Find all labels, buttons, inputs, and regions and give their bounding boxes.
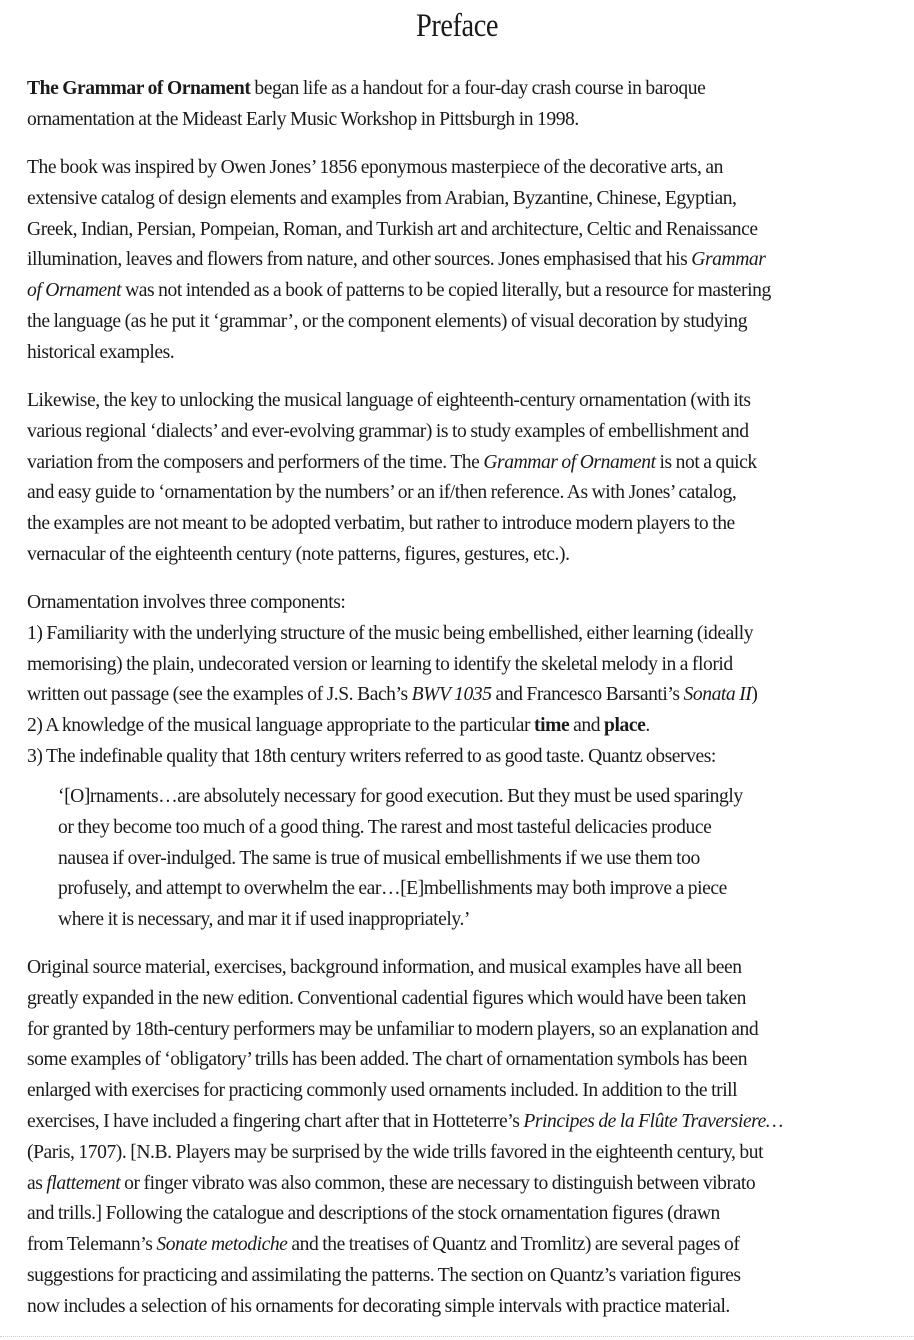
text-line (27, 742, 907, 773)
text-line (27, 1015, 907, 1046)
text-run: for granted by 18th-century performers may be unfamiliar to modern players, so an explanation and (27, 1018, 759, 1040)
text-run: written out passage (see the examples of J.S. Bach’s (27, 684, 412, 706)
text-run: 3) The indefinable quality that 18th century writers referred to as good taste. Quantz observes: (27, 745, 716, 767)
italic-text: Sonata II (683, 684, 752, 706)
text-line (27, 680, 907, 711)
bold-text: place (604, 715, 646, 737)
text-line (27, 1292, 907, 1323)
text-run: some examples of ‘obligatory’ trills has been added. The chart of ornamentation symbols has been (27, 1049, 748, 1071)
text-line (27, 711, 907, 742)
text-line (27, 245, 907, 276)
text-run: illumination, leaves and flowers from nature, and other sources. Jones emphasised that his (27, 249, 692, 271)
text-run: Greek, Indian, Persian, Pompeian, Roman, and Turkish art and architecture, Celtic and Renaissance (27, 218, 758, 240)
text-run: Ornamentation involves three components: (27, 592, 346, 613)
text-run: Original source material, exercises, background information, and musical examples have all been (27, 957, 742, 978)
text-run: now includes a selection of his ornaments for decorating simple intervals with practice material. (27, 1295, 730, 1317)
text-run: Likewise, the key to unlocking the musical language of eighteenth-century ornamentation (with its (27, 390, 751, 411)
text-run: ‘[O]rnaments…are absolutely necessary for good execution. But they must be used sparingly (58, 786, 743, 807)
text-line (27, 307, 907, 338)
italic-text: Principes de la Flûte Traversiere… (523, 1110, 783, 1132)
text-line (27, 540, 907, 571)
text-run: or they become too much of a good thing. The rarest and most tasteful delicacies produce (58, 816, 712, 838)
text-line (27, 650, 907, 681)
text-line (58, 874, 914, 905)
text-run: memorising) the plain, undecorated version or learning to identify the skeletal melody in a florid (27, 653, 733, 675)
text-line (27, 417, 907, 448)
text-run: and (569, 715, 605, 737)
text-line (27, 509, 907, 540)
text-run: and easy guide to ‘ornamentation by the numbers’ or an if/then reference. As with Jones’ catalog, (27, 482, 737, 504)
text-run: nausea if over-indulged. The same is true of musical embellishments if we use them too (58, 847, 700, 869)
text-run: is not a quick (655, 451, 757, 473)
text-run: suggestions for practicing and assimilating the patterns. The section on Quantz’s variation figures (27, 1264, 741, 1286)
text-run: greatly expanded in the new edition. Conventional cadential figures which would have been taken (27, 987, 747, 1009)
text-line (27, 105, 907, 136)
italic-text: Grammar of Ornament (483, 451, 656, 473)
text-line (58, 782, 914, 813)
text-run: was not intended as a book of patterns to be copied literally, but a resource for mastering (121, 280, 771, 302)
italic-text: of Ornament (27, 280, 122, 302)
text-run: various regional ‘dialects’ and ever-evolving grammar) is to study examples of embellishment and (27, 420, 749, 442)
page-title: Preface (415, 8, 499, 44)
text-run: ornamentation at the Mideast Early Music Workshop in Pittsburgh in 1998. (27, 108, 579, 130)
text-line (58, 905, 914, 936)
text-line (27, 153, 907, 184)
text-run: where it is necessary, and mar it if used inappropriately.’ (58, 909, 471, 931)
text-line (27, 1199, 907, 1230)
text-run: . (645, 715, 650, 737)
bold-text: The Grammar of Ornament (27, 78, 251, 99)
text-run: ) (751, 684, 758, 706)
text-run: and the treatises of Quantz and Tromlitz) are several pages of (287, 1234, 740, 1256)
text-line (27, 448, 907, 479)
text-run: began life as a handout for a four-day crash course in baroque (250, 78, 706, 99)
italic-text: Sonate metodiche (156, 1234, 288, 1256)
text-line (27, 984, 907, 1015)
text-line (27, 184, 907, 215)
text-run: 2) A knowledge of the musical language appropriate to the particular (27, 715, 534, 737)
text-run: and Francesco Barsanti’s (491, 684, 684, 706)
text-line (27, 386, 907, 417)
text-run: enlarged with exercises for practicing commonly used ornaments included. In addition to the trill (27, 1080, 738, 1102)
text-run: the examples are not meant to be adopted verbatim, but rather to introduce modern players to the (27, 513, 735, 535)
text-run: (Paris, 1707). [N.B. Players may be surprised by the wide trills favored in the eighteenth century, but (27, 1141, 764, 1163)
paragraph-components (27, 588, 907, 773)
paragraph-new-edition (27, 953, 907, 1323)
block-quote-quantz (58, 782, 914, 936)
text-line (27, 1138, 907, 1169)
text-run: and trills.] Following the catalogue and descriptions of the stock ornamentation figures (drawn (27, 1203, 720, 1225)
text-line (27, 478, 907, 509)
paragraph-intro (27, 74, 907, 136)
text-run: The book was inspired by Owen Jones’ 1856 eponymous masterpiece of the decorative arts, an (27, 157, 723, 178)
italic-text: BWV 1035 (411, 684, 492, 706)
bold-text: time (534, 715, 570, 737)
text-run: exercises, I have included a fingering chart after that in Hotteterre’s (27, 1110, 524, 1132)
paragraph-likewise (27, 386, 907, 571)
text-line (27, 276, 907, 307)
text-run: historical examples. (27, 341, 175, 363)
text-line (27, 74, 907, 105)
text-line (27, 215, 907, 246)
text-line (58, 813, 914, 844)
text-run: 1) Familiarity with the underlying structure of the music being embellished, either learning (ideally (27, 622, 754, 644)
text-line (27, 1230, 907, 1261)
text-line (27, 953, 907, 984)
text-line (27, 1261, 907, 1292)
text-line (27, 588, 907, 619)
italic-text: Grammar (691, 249, 766, 271)
text-line (27, 619, 907, 650)
text-line (58, 844, 914, 875)
text-line (27, 1107, 907, 1138)
text-run: from Telemann’s (27, 1234, 157, 1256)
text-run: vernacular of the eighteenth century (note patterns, figures, gestures, etc.). (27, 543, 570, 565)
text-line (27, 338, 907, 369)
page-bottom-divider (0, 1336, 914, 1337)
text-run: the language (as he put it ‘grammar’, or the component elements) of visual decoration by studying (27, 310, 748, 332)
text-run: variation from the composers and performers of the time. The (27, 451, 484, 473)
italic-text: flattement (46, 1172, 121, 1194)
text-run: profusely, and attempt to overwhelm the ear…[E]mbellishments may both improve a piece (58, 878, 727, 900)
text-run: extensive catalog of design elements and examples from Arabian, Byzantine, Chinese, Egyptian, (27, 187, 737, 209)
text-line (27, 1169, 907, 1200)
paragraph-inspiration (27, 153, 907, 369)
text-run: or finger vibrato was also common, these are necessary to distinguish between vibrato (120, 1172, 756, 1194)
text-line (27, 1076, 907, 1107)
text-line (27, 1045, 907, 1076)
text-run: as (27, 1172, 47, 1194)
